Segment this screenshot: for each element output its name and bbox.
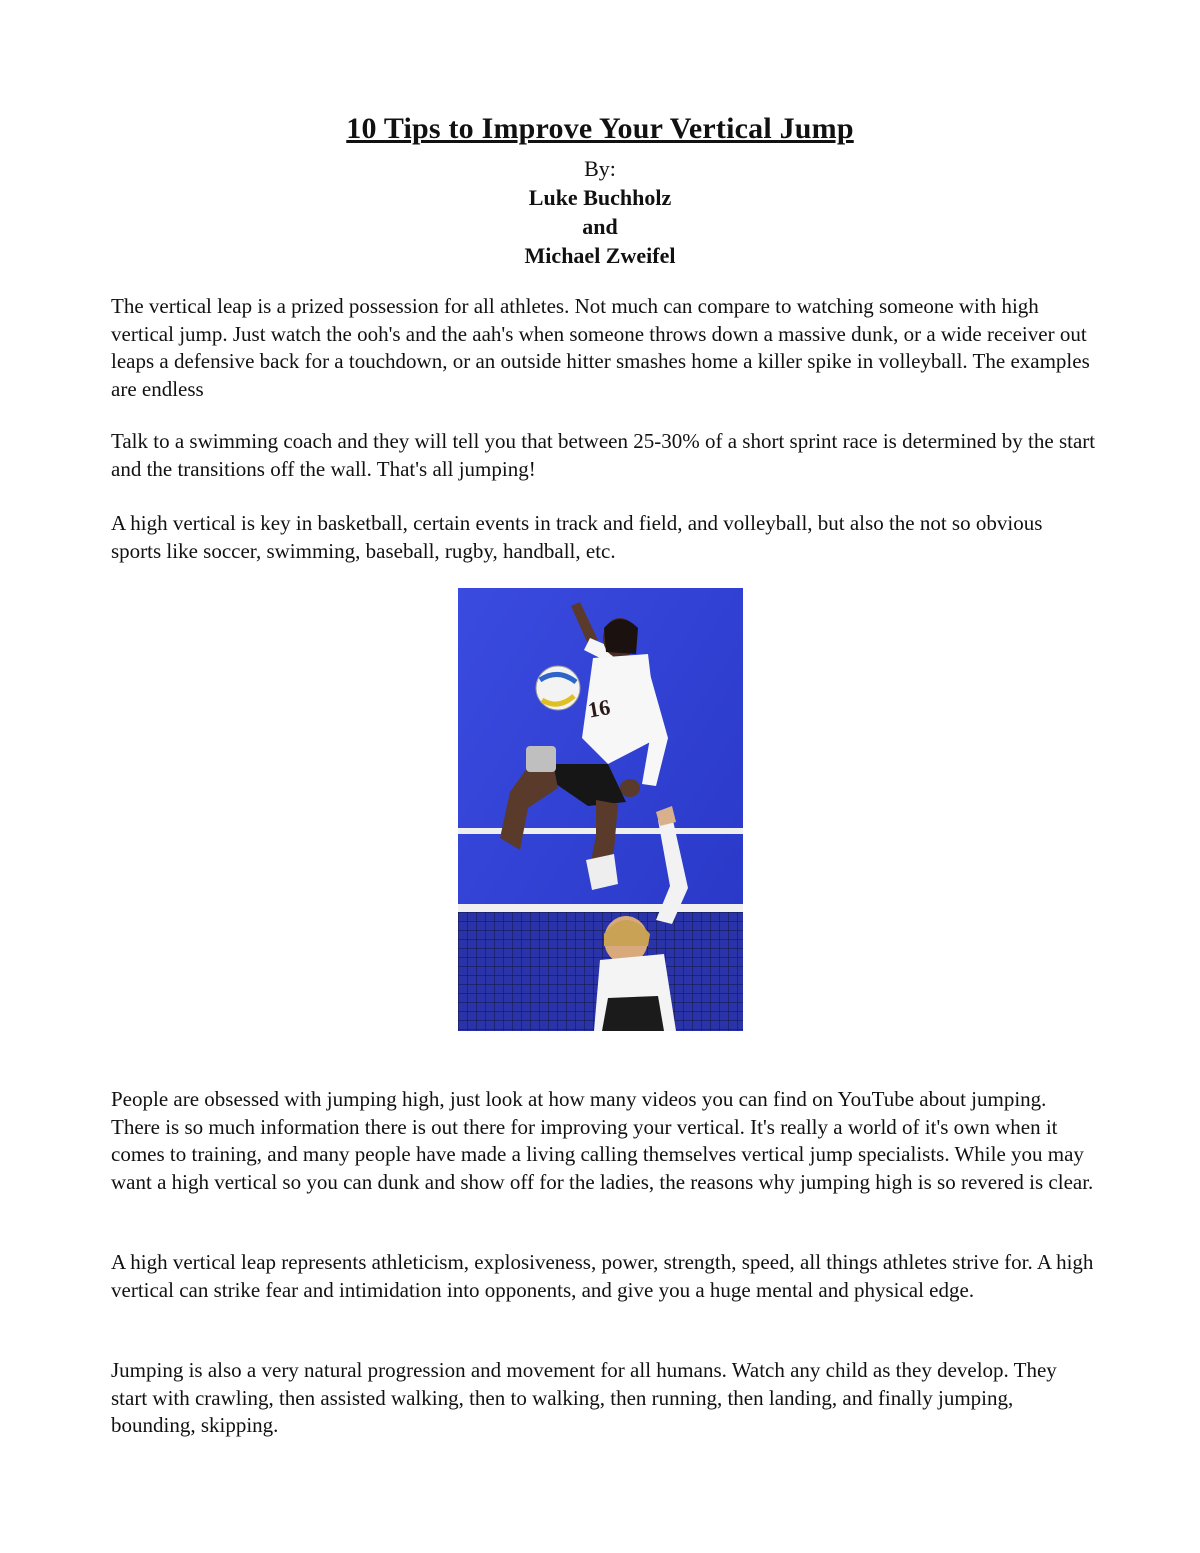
and-label: and	[582, 214, 618, 239]
paragraph-athleticism: A high vertical leap represents athleticism, explosiveness, power, strength, speed, all things athletes strive for. A high vertical can strike fear and intimidation into opponents, and give you a huge mental and physical edge.	[111, 1250, 1094, 1302]
paragraph-natural-progression: Jumping is also a very natural progression and movement for all humans. Watch any child as they develop. They start with crawling, then assisted walking, then to walking, then running, then landing, and finally jumping, bounding, skipping.	[111, 1358, 1057, 1437]
document-header	[0, 112, 1200, 270]
paragraph-sports: A high vertical is key in basketball, certain events in track and field, and volleyball, but also the not so obvious sports like soccer, swimming, baseball, rugby, handball, etc.	[111, 511, 1043, 563]
by-label: By:	[584, 156, 616, 181]
author-name-2: Michael Zweifel	[524, 243, 676, 268]
paragraph-obsessed: People are obsessed with jumping high, just look at how many videos you can find on YouTube about jumping. There is so much information there is out there for improving your vertical. It's really a world of it's own when it comes to training, and many people have made a living calling themselves vertical jump specialists. While you may want a high vertical so you can dunk and show off for the ladies, the reasons why jumping high is so revered is clear.	[111, 1087, 1094, 1194]
author-name-1: Luke Buchholz	[528, 185, 672, 210]
document-title: 10 Tips to Improve Your Vertical Jump	[346, 112, 854, 145]
volleyball-spike-photo	[458, 588, 743, 1031]
paragraph-intro: The vertical leap is a prized possession for all athletes. Not much can compare to watching someone with high vertical jump. Just watch the ooh's and the aah's when someone throws down a massive dunk, or a wide receiver out leaps a defensive back for a touchdown, or an outside hitter smashes home a killer spike in volleyball. The examples are endless	[111, 294, 1090, 401]
jersey-number: 16	[586, 694, 613, 723]
paragraph-swimming: Talk to a swimming coach and they will tell you that between 25-30% of a short sprint race is determined by the start and the transitions off the wall. That's all jumping!	[111, 429, 1096, 481]
byline	[0, 154, 1200, 270]
